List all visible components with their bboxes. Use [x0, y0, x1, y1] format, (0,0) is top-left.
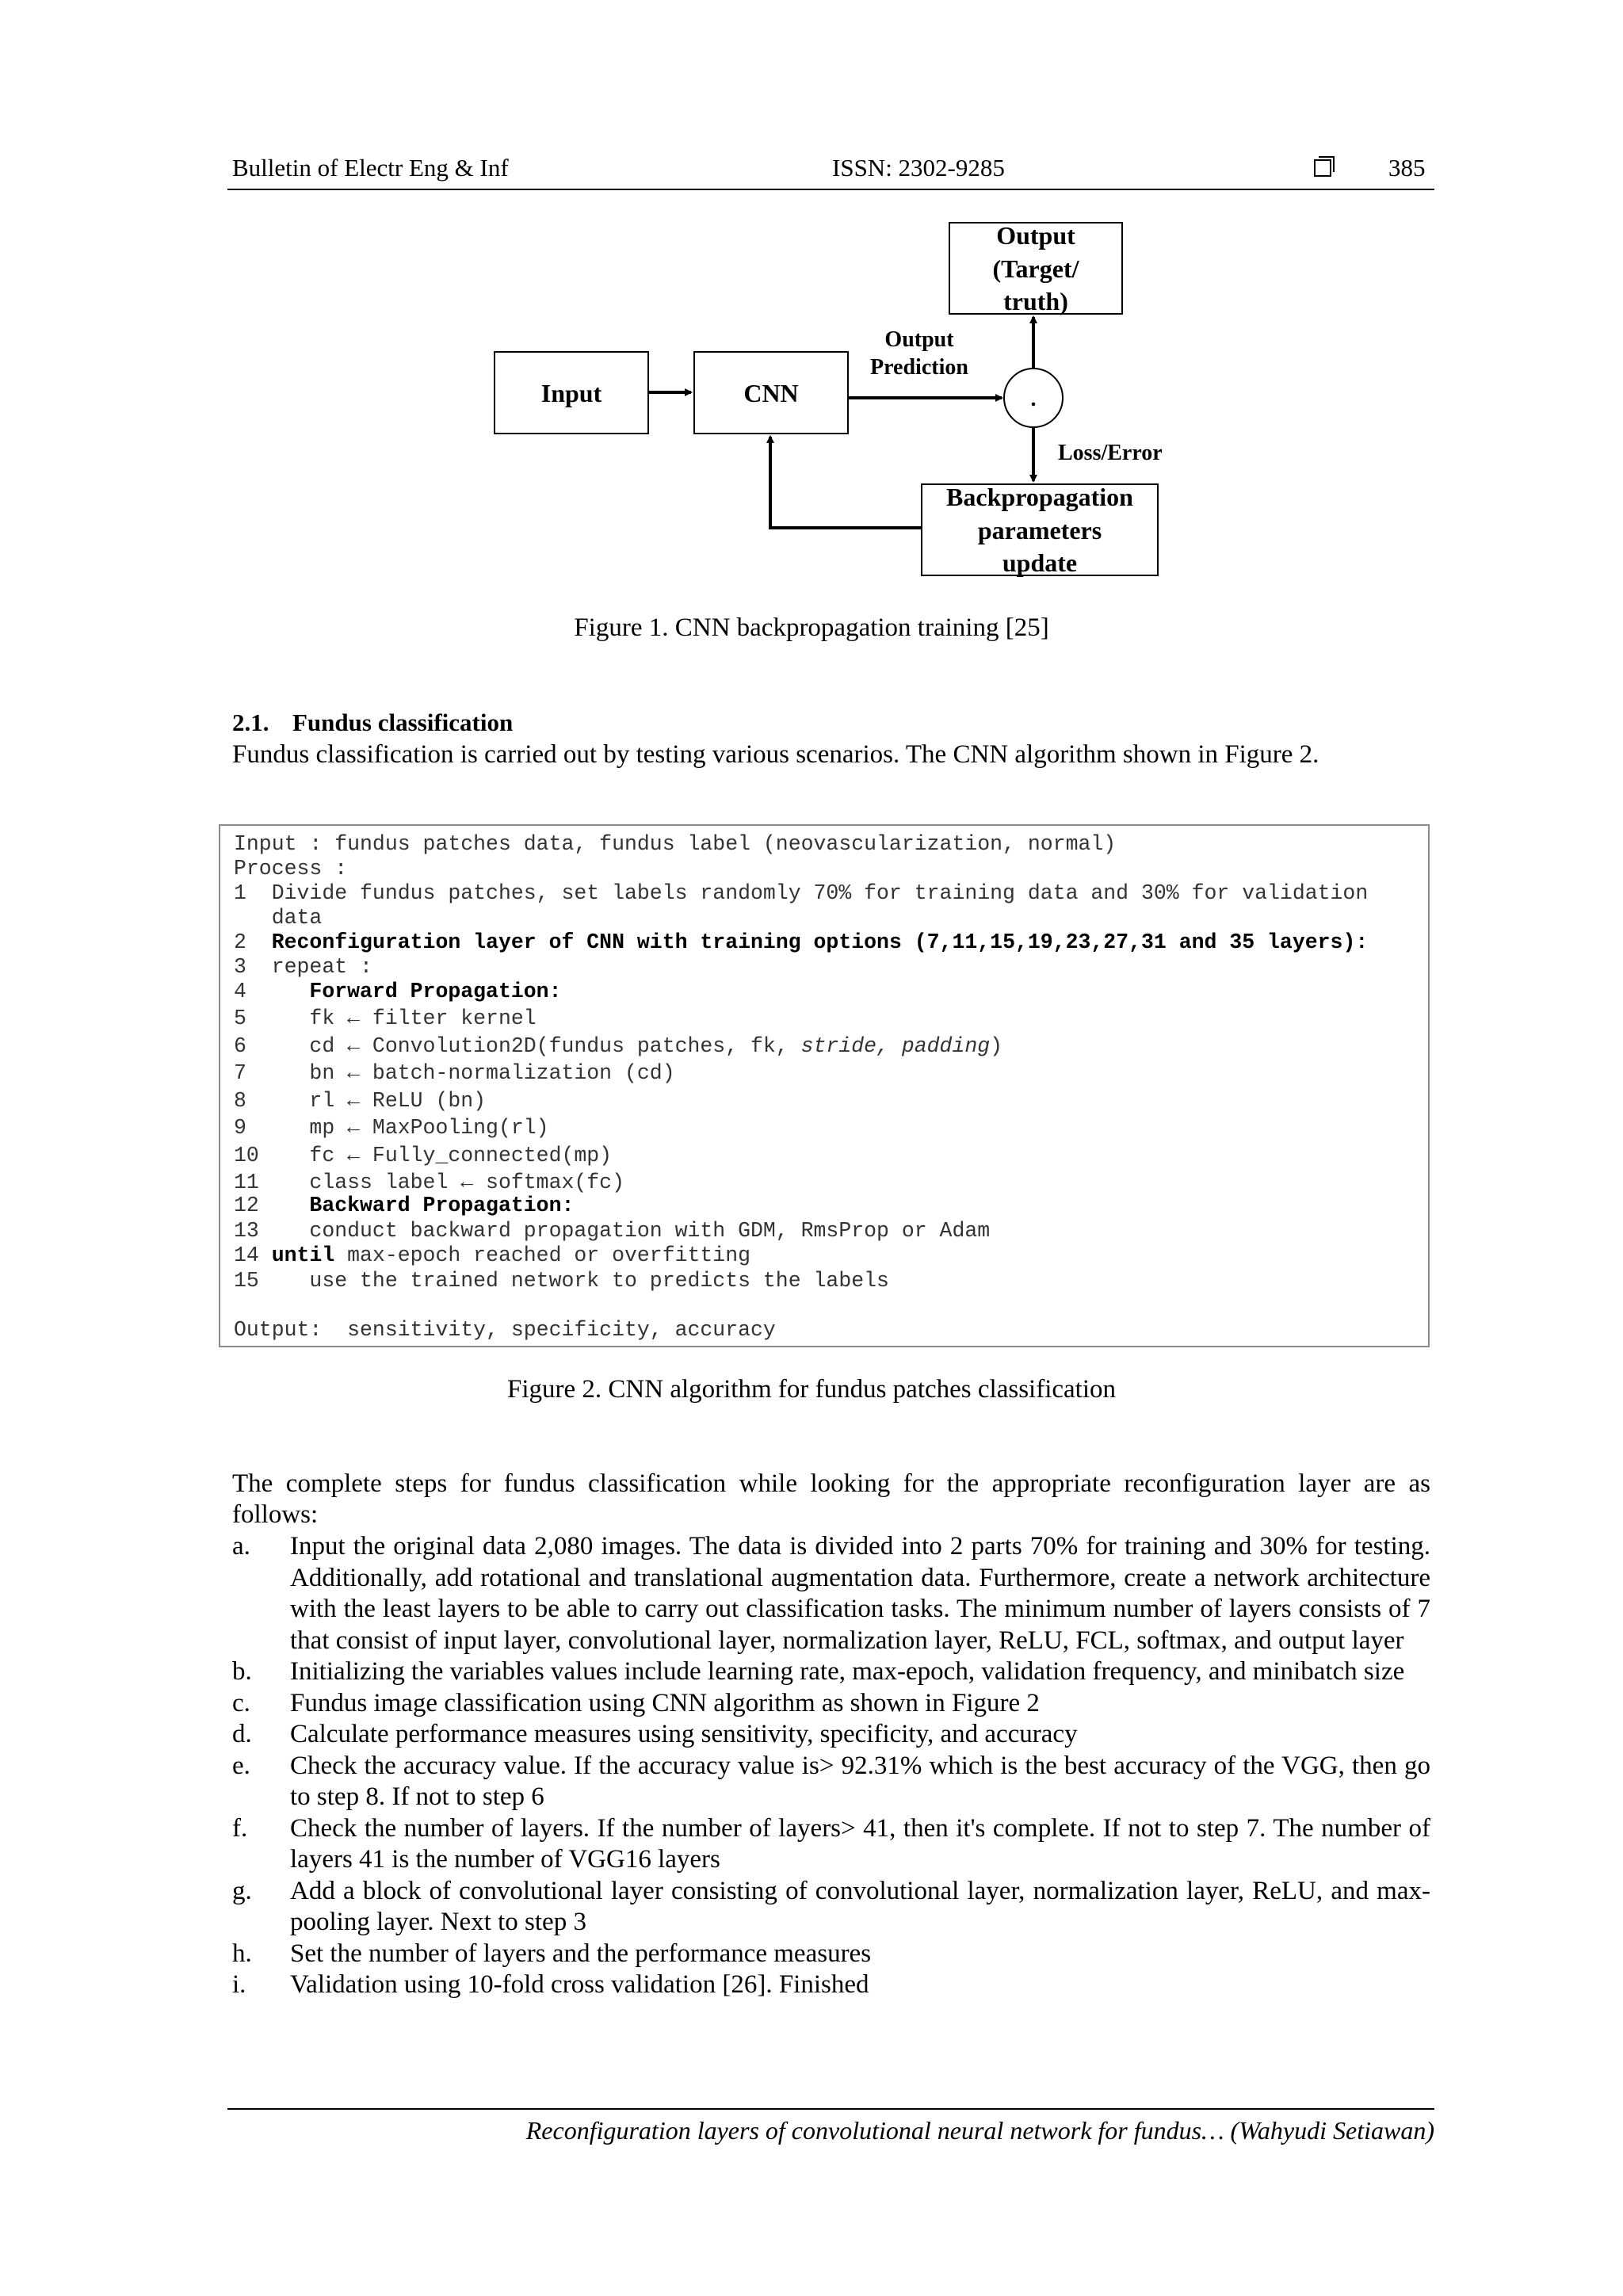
algo-step-6-post: ): [990, 1034, 1003, 1058]
list-text: Fundus image classification using CNN algorithm as shown in Figure 2: [290, 1688, 1040, 1717]
section-heading: [232, 708, 513, 738]
list-marker: a.: [232, 1532, 250, 1561]
footer-rule: [227, 2108, 1434, 2110]
algo-step-4-text: Forward Propagation:: [309, 980, 562, 1003]
input-label: Input: [540, 379, 602, 407]
page-number: 385: [1388, 154, 1426, 181]
list-text: Input the original data 2,080 images. The data is divided into 2 parts 70% for training and 30% for testing. Additionally, add rotational and translational augmentation data. Furthermore, create a network architecture with the least layers to be able to carry out classification tasks. The minimum number of layers consists of 7 that consist of input layer, convolutional layer, normalization layer, ReLU, FCL, softmax, and output layer: [290, 1532, 1430, 1655]
list-text: Validation using 10-fold cross validation [26]. Finished: [290, 1970, 869, 1999]
list-marker: h.: [232, 1939, 252, 1968]
list-text: Initializing the variables values include learning rate, max-epoch, validation frequency, and minibatch size: [290, 1657, 1405, 1686]
list-item: [232, 1969, 1430, 2001]
prediction-label-line1: Output: [884, 327, 954, 352]
algo-step-4-num: 4: [234, 980, 310, 1003]
section-number: 2.1.: [232, 709, 269, 736]
algo-step-15: 15 use the trained network to predicts the labels: [234, 1269, 889, 1293]
list-text: Set the number of layers and the performance measures: [290, 1939, 872, 1968]
algo-step-12: [234, 1194, 574, 1217]
prediction-label-line2: Prediction: [870, 355, 968, 380]
algo-process-line: Process :: [234, 857, 348, 881]
figure2-caption: Figure 2. CNN algorithm for fundus patches classification: [506, 1375, 1116, 1404]
list-marker: e.: [232, 1751, 250, 1780]
junction-label: .: [1030, 387, 1037, 411]
list-text: Add a block of convolutional layer consisting of convolutional layer, normalization layer, ReLU, and max-pooling layer. Next to step 3: [290, 1876, 1430, 1936]
list-item: [232, 1688, 1430, 1720]
list-item: [232, 1939, 1430, 1970]
list-text: Check the number of layers. If the number of layers> 41, then it's complete. If not to step 7. The number of layers 41 is the number of VGG16 layers: [290, 1813, 1430, 1874]
algo-step-11: 11 class label ← softmax(fc): [234, 1171, 624, 1194]
algo-step-6-pre: 6 cd ← Convolution2D(fundus patches, fk,: [234, 1034, 801, 1058]
list-item: [232, 1531, 1430, 1656]
steps-list: [232, 1531, 1430, 2001]
backprop-label-line1: Backpropagation: [946, 483, 1133, 511]
backprop-label-line3: update: [1002, 548, 1078, 577]
list-marker: i.: [232, 1970, 246, 1999]
algo-step-9: 9 mp ← MaxPooling(rl): [234, 1116, 549, 1140]
algo-step-2: [234, 930, 1368, 954]
output-label-line1: Output: [996, 221, 1075, 250]
algorithm-box: [219, 824, 1430, 1347]
algo-step-3: 3 repeat :: [234, 955, 372, 979]
algo-step-6-italic: stride, padding: [800, 1034, 991, 1058]
figure1-caption: Figure 1. CNN backpropagation training [25]: [574, 613, 1049, 642]
list-item: [232, 1656, 1430, 1688]
algo-step-14-text: max-epoch reached or overfitting: [334, 1244, 751, 1267]
output-label-line2: (Target/: [992, 254, 1079, 283]
algo-step-14: [234, 1244, 750, 1267]
algo-step-12-num: 12: [234, 1194, 310, 1217]
algo-step-4: [234, 980, 561, 1003]
algo-step-13: 13 conduct backward propagation with GDM, RmsProp or Adam: [234, 1219, 991, 1243]
list-item: [232, 1719, 1430, 1751]
list-marker: c.: [232, 1688, 250, 1717]
list-item: [232, 1751, 1430, 1813]
algo-step-5: 5 fk ← filter kernel: [234, 1007, 537, 1030]
algo-step-14-num: 14: [234, 1244, 272, 1267]
list-item: [232, 1876, 1430, 1939]
arrow-backprop-to-cnn: [770, 437, 922, 528]
section-intro: Fundus classification is carried out by testing various scenarios. The CNN algorithm shown in Figure 2.: [232, 740, 1319, 769]
backprop-label-line2: parameters: [977, 516, 1102, 544]
output-label-line3: truth): [1003, 287, 1068, 315]
algo-step-12-text: Backward Propagation:: [309, 1194, 575, 1217]
running-head-journal: Bulletin of Electr Eng & Inf: [232, 154, 509, 181]
algo-input-line: Input : fundus patches data, fundus label (neovascularization, normal): [234, 832, 1117, 856]
loss-error-label: Loss/Error: [1058, 441, 1163, 465]
section-title: Fundus classification: [292, 709, 514, 736]
list-item: [232, 1813, 1430, 1876]
algo-step-2-num: 2: [234, 930, 272, 954]
algo-step-10: 10 fc ← Fully_connected(mp): [234, 1144, 613, 1167]
algo-step-7: 7 bn ← batch-normalization (cd): [234, 1061, 675, 1085]
list-marker: g.: [232, 1876, 252, 1905]
list-marker: f.: [232, 1813, 248, 1843]
running-foot: Reconfiguration layers of convolutional neural network for fundus… (Wahyudi Setiawan): [525, 2116, 1434, 2145]
algo-step-2-text: Reconfiguration layer of CNN with training options (7,11,15,19,23,27,31 and 35 layers):: [271, 930, 1369, 954]
running-head-issn: ISSN: 2302-9285: [832, 154, 1005, 181]
algo-step-1: 1 Divide fundus patches, set labels randomly 70% for training data and 30% for validation: [234, 881, 1369, 905]
algo-step-14-keyword: until: [271, 1244, 335, 1267]
cnn-backprop-diagram: [0, 0, 1623, 602]
list-marker: b.: [232, 1657, 252, 1686]
list-text: Check the accuracy value. If the accuracy value is> 92.31% which is the best accuracy of the VGG, then go to step 8. If not to step 6: [290, 1751, 1430, 1811]
algo-step-1-cont: data: [234, 906, 323, 930]
list-marker: d.: [232, 1720, 252, 1748]
algo-output-line: Output: sensitivity, specificity, accuracy: [234, 1318, 776, 1342]
algo-step-8: 8 rl ← ReLU (bn): [234, 1089, 487, 1113]
steps-intro: The complete steps for fundus classification while looking for the appropriate reconfiguration layer are as follows:: [232, 1469, 1430, 1529]
list-text: Calculate performance measures using sensitivity, specificity, and accuracy: [290, 1720, 1078, 1748]
cnn-label: CNN: [743, 379, 799, 407]
algo-step-6: [234, 1034, 1002, 1058]
